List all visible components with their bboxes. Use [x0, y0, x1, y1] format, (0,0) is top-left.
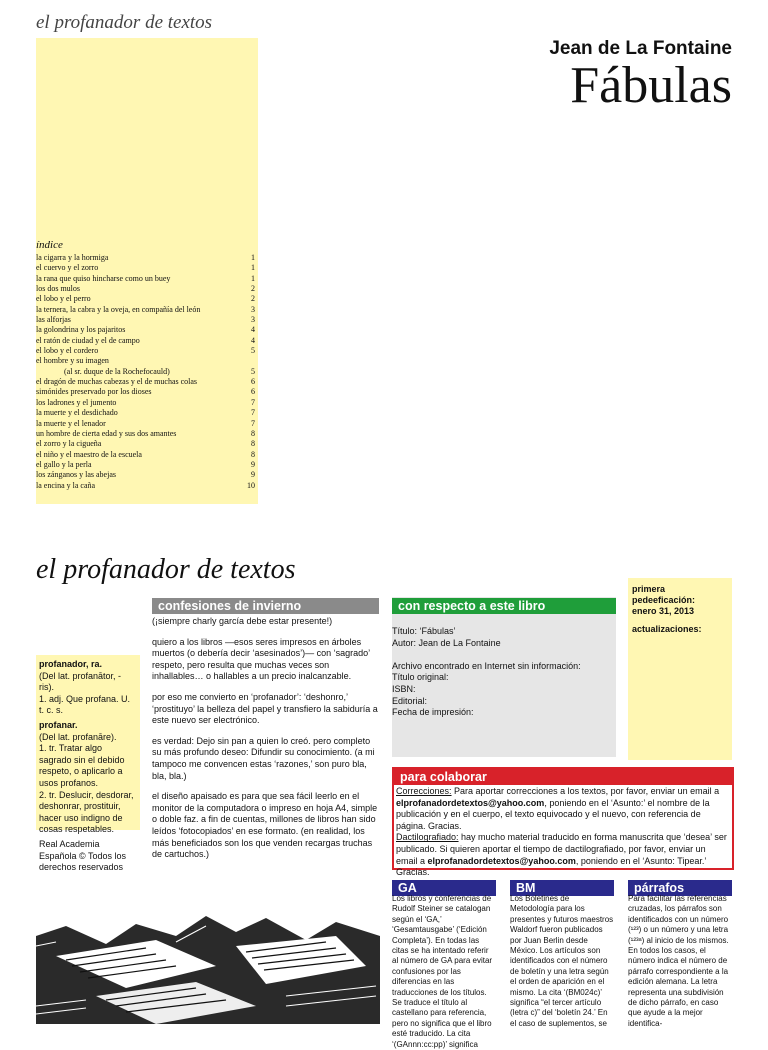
toc-entry-title: los dos mulos — [36, 284, 81, 294]
book-info-archive: Archivo encontrado en Internet sin información: — [392, 660, 581, 671]
toc-entry-page: 4 — [251, 325, 255, 335]
toc-entry-title: los ladrones y el jumento — [36, 397, 117, 407]
toc-entry-page: 1 — [251, 263, 255, 273]
confesiones-heading: confesiones de invierno — [152, 598, 379, 614]
toc-entry-title: el lobo y el perro — [36, 294, 91, 304]
toc-entry-title: el niño y el maestro de la escuela — [36, 449, 142, 459]
collaborate-heading: para colaborar — [394, 769, 732, 785]
toc-entry-page: 7 — [251, 408, 255, 418]
toc-list — [36, 253, 258, 491]
email-link-2[interactable]: elprofanadordetextos@yahoo.com — [427, 855, 576, 866]
book-info-title: Título: ‘Fábulas’ — [392, 626, 456, 636]
toc-entry[interactable] — [36, 253, 258, 263]
toc-entry[interactable] — [36, 460, 258, 470]
ga-body — [392, 894, 496, 1050]
dates-box — [628, 578, 732, 760]
toc-entry-title: la rana que quiso hincharse como un buey — [36, 273, 171, 283]
toc-entry-title: la golondrina y los pajaritos — [36, 325, 126, 335]
toc-entry-title: la encina y la caña — [36, 480, 96, 490]
toc-entry-page: 3 — [251, 304, 255, 314]
dict-def-2b: 1. tr. Tratar algo sagrado sin el debido respeto, o aplicarlo a usos profanos. — [39, 743, 125, 788]
paragraphs-text: Para facilitar las referencias cruzadas, los párrafos son identificados con un número (¹²³) o un número y una letra (¹²³ᵃ) al inicio de los mismos. En todos los casos, el número indica el número de párrafo correspondiente a la edición alemana. La letra representa una subdivisión de dicho párrafo, en caso que ayude a la mejor identifica- — [628, 894, 729, 1028]
book-title: Fábulas — [570, 57, 732, 114]
confesiones-body — [152, 616, 380, 870]
book-info-original-title: Título original: — [392, 672, 449, 683]
typing-tail: , poniendo en el ‘Asunto: Tipear.’ Gracias. — [396, 855, 707, 878]
first-edition-date: enero 31, 2013 — [632, 606, 695, 616]
toc-entry[interactable] — [36, 387, 258, 397]
paragraphs-body — [628, 894, 732, 1029]
conf-paragraph-2: quiero a los libros —esos seres impresos en árboles muertos (o debería decir ‘asesinados’)— con ‘sagrado’ respeto, pero resulta que muchas veces son inhallables… o hallables a un precio inalcanzable. — [152, 636, 370, 682]
toc-entry[interactable] — [36, 481, 258, 491]
dict-source: Real Academia Española © Todos los derechos reservados — [39, 838, 127, 873]
toc-entry[interactable] — [36, 263, 258, 273]
toc-entry[interactable] — [36, 429, 258, 439]
typing-text: hay mucho material traducido en forma manuscrita que ‘desea’ ser publicado. Si quieren aportar el tiempo de dactilografiado, por favor, enviar un email a — [396, 832, 727, 866]
toc-entry[interactable] — [36, 336, 258, 346]
toc-entry[interactable] — [36, 398, 258, 408]
toc-entry-page: 7 — [251, 418, 255, 428]
toc-entry-page: 8 — [251, 449, 255, 459]
toc-entry[interactable] — [36, 377, 258, 387]
toc-entry-title: (al sr. duque de la Rochefocauld) — [64, 366, 170, 376]
toc-entry-title: los zánganos y las abejas — [36, 470, 116, 480]
dict-def-1b: 1. adj. Que profana. U. t. c. s. — [39, 693, 131, 716]
toc-entry-page: 7 — [251, 397, 255, 407]
site-name-top: el profanador de textos — [36, 12, 213, 33]
toc-entry-title: el ratón de ciudad y el de campo — [36, 335, 140, 345]
toc-entry-page: 2 — [251, 284, 255, 294]
toc-entry[interactable] — [36, 284, 258, 294]
books-illustration — [36, 896, 380, 1024]
toc-entry-page: 4 — [251, 335, 255, 345]
conf-paragraph-1: (¡siempre charly garcía debe estar presente!) — [152, 616, 333, 626]
section-title: el profanador de textos — [36, 554, 296, 585]
corrections-tail: , poniendo en el ‘Asunto:’ el nombre de la publicación y en el cuerpo, el texto equivocado y el nuevo, con referencia de página. Gracias. — [396, 797, 710, 831]
conf-paragraph-4: es verdad: Dejo sin pan a quien lo creó. pero completo su más profundo deseo: Difundir su conocimiento. (a mi tampoco me convencen estas ‘razones,’ son puro bla, bla, bla.) — [152, 735, 375, 781]
updates-label: actualizaciones: — [632, 624, 702, 634]
toc-entry[interactable] — [36, 419, 258, 429]
toc-entry[interactable] — [36, 470, 258, 480]
toc-entry[interactable] — [36, 315, 258, 325]
toc-entry-page: 8 — [251, 439, 255, 449]
toc-entry[interactable] — [36, 450, 258, 460]
toc-entry[interactable] — [36, 346, 258, 356]
email-link-1[interactable]: elprofanadordetextos@yahoo.com — [396, 797, 545, 808]
corrections-label: Correcciones: — [396, 786, 452, 796]
dict-term-1: profanador, ra. — [39, 659, 103, 669]
toc-entry-title: la cigarra y la hormiga — [36, 253, 109, 262]
first-edition-label: primera pedeeficación: — [632, 584, 696, 605]
toc-entry-title: las alforjas — [36, 315, 71, 325]
bm-body — [510, 894, 614, 1029]
toc-entry-title: el zorro y la cigueña — [36, 439, 102, 449]
toc-entry[interactable] — [36, 274, 258, 284]
toc-entry-page: 1 — [251, 273, 255, 283]
ga-heading: GA — [392, 880, 496, 896]
book-info-publisher: Editorial: — [392, 695, 428, 706]
toc-title: índice — [36, 239, 63, 251]
collaborate-body — [396, 786, 728, 879]
toc-entry-page: 1 — [251, 253, 255, 262]
toc-entry-title: la muerte y el lenador — [36, 418, 106, 428]
toc-entry-page: 5 — [251, 346, 255, 356]
toc-entry-page: 10 — [247, 480, 255, 490]
toc-entry-page: 8 — [251, 428, 255, 438]
toc-entry-title: la muerte y el desdichado — [36, 408, 118, 418]
corrections-text: Para aportar correcciones a los textos, por favor, enviar un email a — [451, 786, 720, 796]
toc-entry[interactable] — [36, 439, 258, 449]
author-name: Jean de La Fontaine — [549, 38, 732, 59]
toc-entry-page: 9 — [251, 459, 255, 469]
toc-entry[interactable] — [36, 408, 258, 418]
conf-paragraph-5: el diseño apaisado es para que sea fácil leerlo en el monitor de la computadora o impreso en hoja A4, simple o doble faz. a fin de cuentas, millones de libros han sido leídos ‘fotocopiados’ en ese formato. (en realidad, los más beneficiados son los que venden recargas truchas de cartuchos.) — [152, 791, 378, 860]
toc-entry-page: 9 — [251, 470, 255, 480]
book-info-isbn: ISBN: — [392, 683, 416, 694]
toc-entry-page: 6 — [251, 387, 255, 397]
toc-entry[interactable] — [36, 356, 258, 366]
dict-term-2: profanar. — [39, 719, 78, 730]
toc-entry[interactable] — [36, 305, 258, 315]
toc-entry-title: el hombre y su imagen — [36, 356, 109, 366]
toc-entry-page: 5 — [251, 366, 255, 376]
paragraphs-heading: párrafos — [628, 880, 732, 896]
book-info-author: Autor: Jean de La Fontaine — [392, 637, 501, 648]
toc-entry-page: 2 — [251, 294, 255, 304]
toc-entry[interactable] — [36, 325, 258, 335]
bm-heading: BM — [510, 880, 614, 896]
bm-text: Los Boletines de Metodología para los presentes y futuros maestros Waldorf fueron publicados por Juan Berlin desde México. Los artículos son identificados con el número de boletín y una letra según el orden de aparición en el mismo. La cita ‘(BM024c)’ significa “el tercer artículo (letra c)” del ‘boletín 24.’ En el caso de suplementos, se — [510, 894, 614, 1028]
book-info-print-date: Fecha de impresión: — [392, 707, 474, 718]
toc-entry-title: un hombre de cierta edad y sus dos amantes — [36, 428, 177, 438]
book-info-body — [392, 626, 614, 719]
toc-entry-page: 3 — [251, 315, 255, 325]
book-info-heading: con respecto a este libro — [392, 598, 616, 614]
toc-entry-title: el cuervo y el zorro — [36, 263, 99, 273]
toc-entry-title: simónides preservado por los dioses — [36, 387, 152, 397]
toc-entry-title: el lobo y el cordero — [36, 346, 99, 356]
dict-def-2c: 2. tr. Deslucir, desdorar, deshonrar, prostituir, hacer uso indigno de cosas respetables. — [39, 789, 134, 835]
typing-label: Dactilografiado: — [396, 832, 459, 843]
ga-text: Los libros y conferencias de Rudolf Steiner se catalogan según el ‘GA,’ ‘Gesamtausgabe’ (‘Edición Completa’). En todas las citas se ha intentado referir al número de GA para evitar confusiones por las diferencias en las traducciones de los títulos. Se traduce el título al castellano para referencia, pero no significa que el libro esté traducido. La cita ‘(GAnnn:cc:pp)’ significa — [392, 894, 493, 1049]
toc-entry-title: el gallo y la perla — [36, 459, 92, 469]
dict-def-1a: (Del lat. profanātor, - ris). — [39, 670, 122, 693]
toc-entry-title: el dragón de muchas cabezas y el de muchas colas — [36, 377, 198, 387]
toc-entry-title: la ternera, la cabra y la oveja, en compañía del león — [36, 304, 201, 314]
conf-paragraph-3: por eso me convierto en ‘profanador’: ‘deshonro,’ ‘prostituyo’ la belleza del papel y transfiero la sabiduría a este nuevo ser electrónico. — [152, 691, 378, 726]
toc-entry[interactable] — [36, 367, 258, 377]
dictionary-box — [36, 655, 140, 873]
toc-entry[interactable] — [36, 294, 258, 304]
toc-entry-page — [255, 356, 258, 366]
dict-def-2a: (Del lat. profanāre). — [39, 731, 117, 742]
toc-entry-page: 6 — [251, 377, 255, 387]
